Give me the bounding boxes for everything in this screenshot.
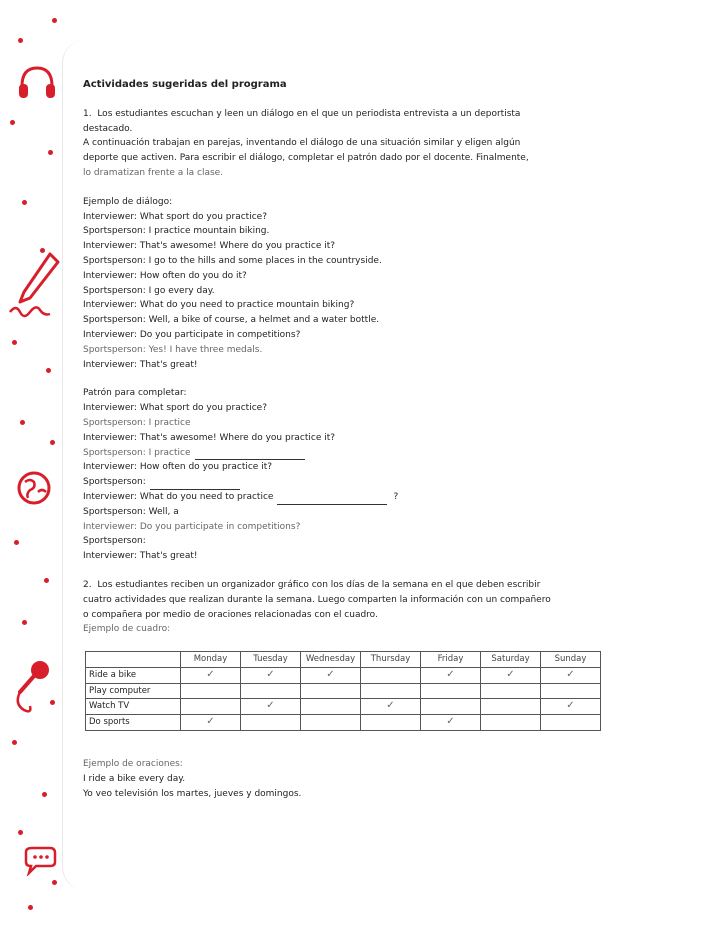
activity-2-number: 2. [83,579,92,590]
activity-1-line: deporte que activen. Para escribir el diálogo, completar el patrón dado por el docente. Finalmente, [83,153,529,164]
activity-1-line: lo dramatizan frente a la clase. [83,167,224,178]
decor-dot [48,150,53,155]
decor-dot [50,440,55,445]
table-row [86,683,601,699]
day-cell [361,683,421,699]
headphones-icon [16,62,58,104]
day-cell [241,683,301,699]
decor-dot [14,540,19,545]
dialog-line: Interviewer: Do you participate in competitions? [83,329,301,340]
table-row [86,667,601,683]
microphone-icon [10,658,54,718]
table-row [86,699,601,715]
day-cell [541,715,601,731]
dialog-line: Sportsperson: I go every day. [83,285,215,296]
checkmark-icon: ✓ [566,668,575,680]
checkmark-icon: ✓ [266,700,275,712]
day-cell [481,667,541,683]
checkmark-icon: ✓ [506,668,515,680]
decor-dot [44,578,49,583]
answer-blank[interactable] [195,449,305,460]
pattern-line: Sportsperson: [83,475,643,490]
decor-dot [20,420,25,425]
example-sentences [83,757,643,801]
table-row [86,715,601,731]
day-cell [421,699,481,715]
decor-dot [18,38,23,43]
pattern-line: Interviewer: What do you need to practice ? [83,490,643,505]
day-header: Sunday [541,652,601,668]
document-body [83,78,643,801]
example-sentence: Yo veo televisión los martes, jueves y domingos. [83,788,302,799]
day-cell [181,699,241,715]
checkmark-icon: ✓ [206,716,215,728]
day-cell [481,683,541,699]
table-body [86,667,601,730]
dialog-line: Interviewer: What sport do you practice? [83,211,267,222]
day-cell [181,667,241,683]
day-header: Wednesday [301,652,361,668]
table-header-row [86,652,601,668]
activity-2-intro [83,578,643,637]
day-cell [541,667,601,683]
activity-2-line: o compañera por medio de oraciones relacionadas con el cuadro. [83,609,378,620]
day-cell [541,683,601,699]
dialog-line: Sportsperson: I go to the hills and some places in the countryside. [83,255,382,266]
activity-1-line: destacado. [83,123,133,134]
pattern-dialog-label: Patrón para completar: [83,388,187,399]
decor-dot [22,200,27,205]
dialog-line: Interviewer: That's great! [83,359,198,370]
day-cell [301,699,361,715]
answer-blank[interactable] [277,494,387,505]
activity-1-line: A continuación trabajan en parejas, inventando el diálogo de una situación similar y eligen algún [83,138,521,149]
decor-dot [52,880,57,885]
checkmark-icon: ✓ [326,668,335,680]
pattern-line: Interviewer: Do you participate in competitions? [83,521,301,532]
day-cell [421,667,481,683]
pattern-line: Interviewer: How often do you practice it? [83,462,272,473]
pattern-line: Sportsperson: Well, a [83,506,179,517]
pattern-line: Interviewer: That's great! [83,551,198,562]
activity-1-line: 1. Los estudiantes escuchan y leen un diálogo en el que un periodista entrevista a un deportista [83,108,521,119]
day-header: Saturday [481,652,541,668]
day-cell [301,667,361,683]
dialog-line: Interviewer: That's awesome! Where do you practice it? [83,241,336,252]
pattern-line: Sportsperson: [83,536,146,547]
dialog-line: Sportsperson: Well, a bike of course, a helmet and a water bottle. [83,315,380,326]
table-corner-cell [86,652,181,668]
checkmark-icon: ✓ [566,700,575,712]
day-cell [361,699,421,715]
day-cell [361,667,421,683]
day-cell [301,683,361,699]
pattern-line: Sportsperson: I practice [83,417,191,428]
checkmark-icon: ✓ [206,668,215,680]
table-label: Ejemplo de cuadro: [83,624,171,635]
activity-1-number: 1. [83,108,92,119]
day-header: Tuesday [241,652,301,668]
speech-bubble-icon [22,846,58,876]
example-dialog [83,195,643,373]
dialog-line: Interviewer: How often do you do it? [83,270,247,281]
day-header: Monday [181,652,241,668]
day-cell [181,715,241,731]
day-cell [541,699,601,715]
activity-label: Do sports [86,715,181,731]
day-cell [241,715,301,731]
decor-dot [10,120,15,125]
example-sentence: I ride a bike every day. [83,773,186,784]
dialog-line: Interviewer: What do you need to practice mountain biking? [83,300,355,311]
day-cell [421,683,481,699]
day-cell [421,715,481,731]
day-header: Thursday [361,652,421,668]
day-header: Friday [421,652,481,668]
checkmark-icon: ✓ [266,668,275,680]
day-cell [361,715,421,731]
globe-icon [16,470,52,506]
weekly-activities-table [85,651,601,731]
page-title: Actividades sugeridas del programa [83,79,287,90]
activity-1-intro [83,107,643,181]
pattern-line: Interviewer: That's awesome! Where do you practice it? [83,432,336,443]
pattern-line: Interviewer: What sport do you practice? [83,403,267,414]
day-cell [301,715,361,731]
day-cell [241,699,301,715]
decor-dot [28,905,33,910]
checkmark-icon: ✓ [446,668,455,680]
day-cell [481,699,541,715]
activity-2-line: cuatro actividades que realizan durante la semana. Luego comparten la información con un compañero [83,594,551,605]
examples-label: Ejemplo de oraciones: [83,759,183,770]
decor-dot [22,620,27,625]
decor-dot [18,830,23,835]
answer-blank[interactable] [150,479,240,490]
pattern-line: Sportsperson: I practice [83,446,643,461]
activity-label: Ride a bike [86,667,181,683]
decor-dot [12,740,17,745]
day-cell [241,667,301,683]
day-cell [181,683,241,699]
decor-dot [42,792,47,797]
pattern-dialog [83,386,643,564]
example-dialog-label: Ejemplo de diálogo: [83,196,173,207]
page-curl-edge [62,40,85,890]
day-cell [481,715,541,731]
decor-dot [46,368,51,373]
checkmark-icon: ✓ [386,700,395,712]
dialog-line: Sportsperson: Yes! I have three medals. [83,344,263,355]
decor-dot [52,18,57,23]
activity-label: Play computer [86,683,181,699]
dialog-line: Sportsperson: I practice mountain biking. [83,226,270,237]
checkmark-icon: ✓ [446,716,455,728]
activity-2-line: 2. Los estudiantes reciben un organizador gráfico con los días de la semana en el que deben escribir [83,579,541,590]
activity-label: Watch TV [86,699,181,715]
decorative-sidebar [0,0,80,930]
decor-dot [12,340,17,345]
pencil-icon [6,250,62,324]
